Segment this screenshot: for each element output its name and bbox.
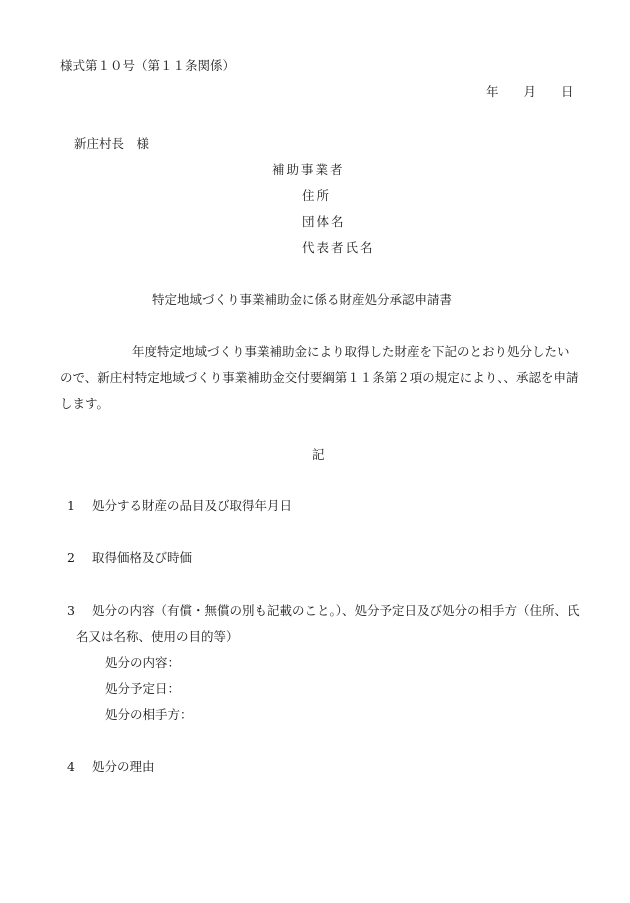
ki-heading: 記 <box>312 447 325 462</box>
item-4-text: 処分の理由 <box>92 759 155 774</box>
item-1-number: 1 <box>67 498 75 513</box>
applicant-group-name: 団体名 <box>302 214 346 229</box>
item-4-number: 4 <box>67 759 75 774</box>
body-text: 年度特定地域づくり事業補助金により取得した財産を下記のとおり処分したいので、新庄村特定地域づくり事業補助金交付要綱第１１条第２項の規定により、、承認を申請します。 <box>60 344 579 411</box>
item-1-text: 処分する財産の品目及び取得年月日 <box>92 498 293 513</box>
body-paragraph <box>60 339 580 417</box>
sub-item-party: 処分の相手方： <box>105 707 193 722</box>
applicant-heading: 補助事業者 <box>272 162 345 177</box>
sub-item-date: 処分予定日： <box>105 681 181 696</box>
document-title: 特定地域づくり事業補助金に係る財産処分承認申請書 <box>152 292 453 307</box>
item-2-text: 取得価格及び時価 <box>92 550 193 565</box>
applicant-address: 住所 <box>302 188 332 203</box>
item-3-number: 3 <box>67 603 75 618</box>
applicant-representative: 代表者氏名 <box>302 240 375 255</box>
form-number: 様式第１０号（第１１条関係） <box>60 58 236 73</box>
date-line: 年 月 日 <box>486 84 574 99</box>
sub-item-content: 処分の内容： <box>105 655 181 670</box>
addressee: 新庄村長 様 <box>74 136 150 151</box>
item-3-text: 処分の内容（有償・無償の別も記載のこと。）、処分予定日及び処分の相手方（住所、氏名又は名称、使用の目的等） <box>76 603 580 644</box>
item-2-number: 2 <box>67 550 75 565</box>
